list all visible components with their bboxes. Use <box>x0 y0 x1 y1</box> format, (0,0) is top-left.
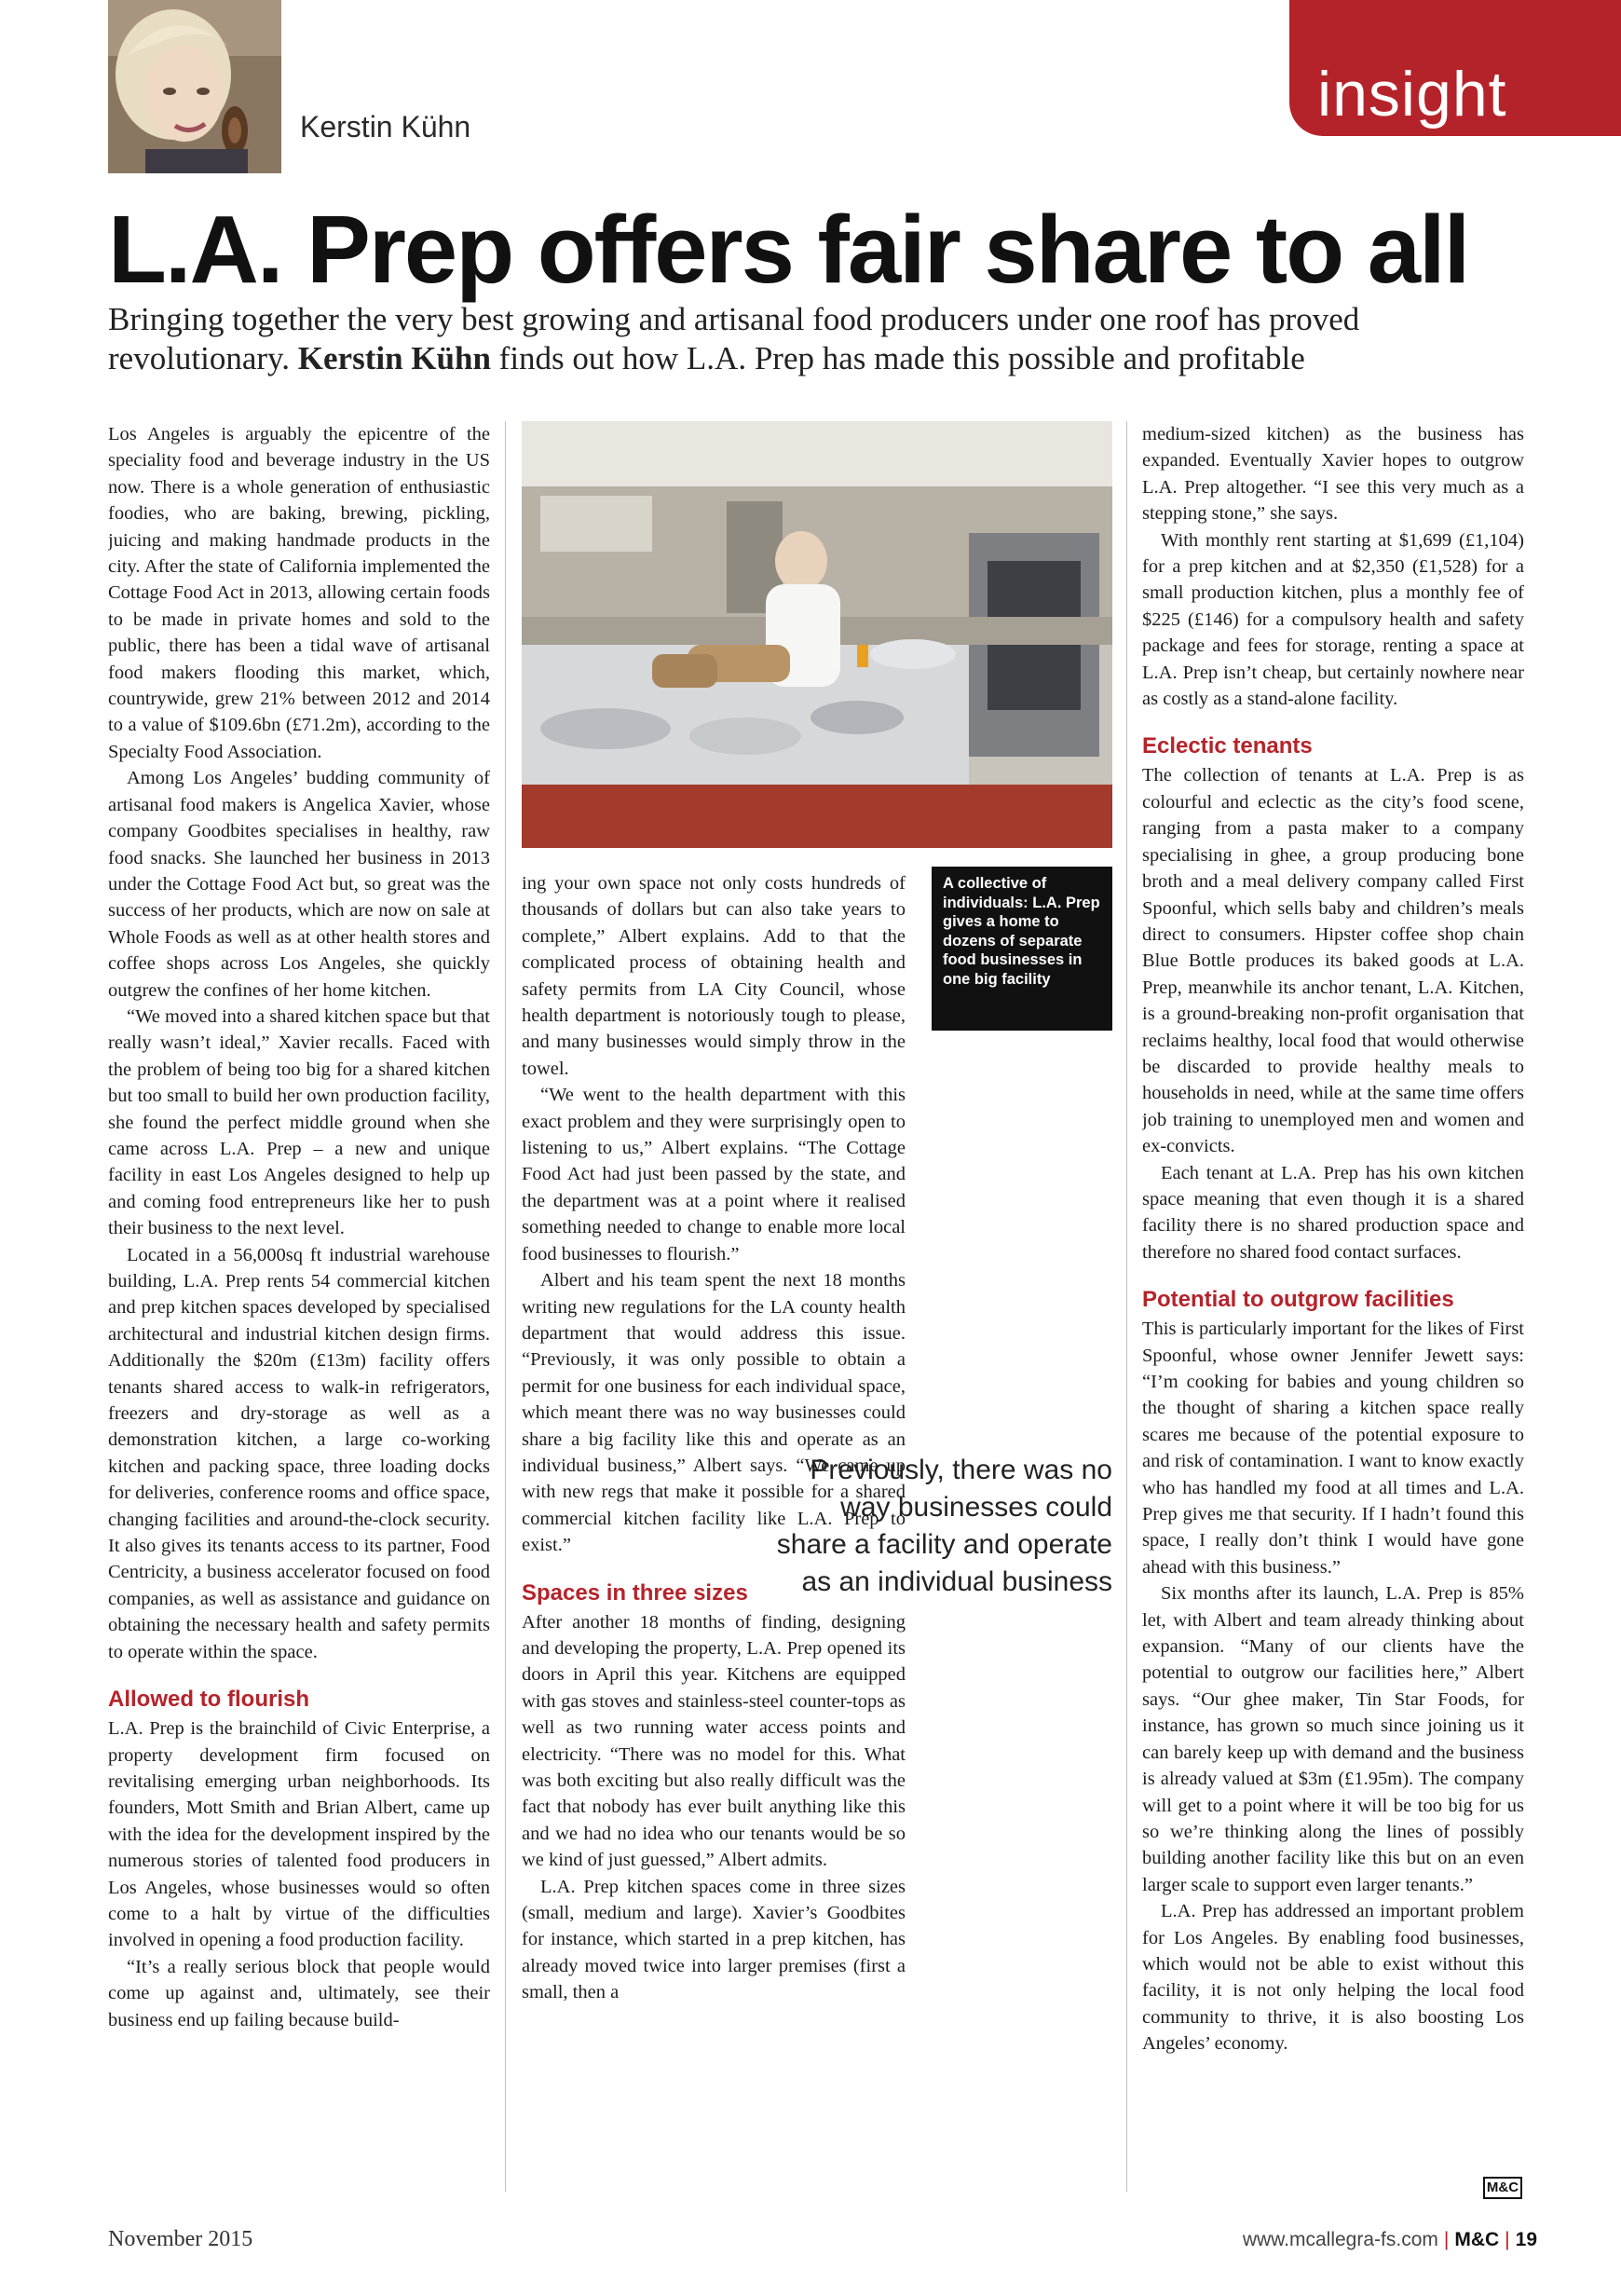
column-rule <box>505 421 506 2192</box>
paragraph: Los Angeles is arguably the epicentre of the speciality food and beverage industry in the US now. There is a whole generation of enthusiastic foodies, who are baking, brewing, pickling, juicing and making handmade products in the city. After the state of California implemented the Cottage Food Act in 2013, allowing certain foods to be made in private homes and sold to the public, there has been a tidal wave of artisanal food makers flooding this market, which, countrywide, grew 21% between 2012 and 2014 to a value of $109.6bn (£71.2m), according to the Specialty Food Association. <box>108 424 490 762</box>
page-number: 19 <box>1515 2229 1537 2250</box>
paragraph: ing your own space not only costs hundreds of thousands of dollars but can also take years to complete,” Albert explains. Add to that the complicated process of obtaining health and safety permits from LA City Council, whose health department is notoriously tough to please, and many businesses would simply throw in the towel. <box>522 873 906 1079</box>
paragraph: After another 18 months of finding, designing and developing the property, L.A. Prep opened its doors in April this year. Kitchens are equipped with gas stoves and stainless-steel counter-tops as well as two running water access points and electricity. “There was no model for this. What was both exciting but also really difficult was the fact that nobody has ever built anything like this and we had no idea who our tenants would be so we kind of just guessed,” Albert admits. <box>522 1611 906 1871</box>
paragraph: This is particularly important for the likes of First Spoonful, whose owner Jennifer Jewett says: “I’m cooking for babies and young children so the thought of sharing a kitchen space really scares me because of the potential exposure to and risk of contamination. I want to know exactly who has handled my food at all times and L.A. Prep gives me that security. If I hadn’t found this space, I really don’t think I would have gone ahead with this business.” <box>1142 1319 1524 1578</box>
paragraph: “It’s a really serious block that people would come up against and, ultimately, see their business end up failing because build- <box>108 1956 490 2030</box>
author-byline: Kerstin Kühn <box>300 110 471 144</box>
footer-website[interactable]: www.mcallegra-fs.com <box>1242 2229 1438 2250</box>
footer-separator: | <box>1505 2229 1510 2250</box>
paragraph: Located in a 56,000sq ft industrial warehouse building, L.A. Prep rents 54 commercial kitchen and prep kitchen spaces developed by specialised architectural and industrial kitchen design firms. Additionally the $20m (£13m) facility offers tenants shared access to walk-in refrigerators, freezers and dry-storage as well as a demonstration kitchen, a large co-working kitchen and packing space, three loading docks for deliveries, conference rooms and office space, changing facilities and around-the-clock security. It also gives its tenants access to its partner, Food Centricity, a business accelerator focused on food companies, as well as assistance and guidance on obtaining the necessary health and safety permits to operate within the space. <box>108 1244 490 1662</box>
paragraph: With monthly rent starting at $1,699 (£1,104) for a prep kitchen and at $2,350 (£1,528) for a small production kitchen, plus a monthly fee of $225 (£146) for a compulsory health and safety package and fees for storage, renting a space at L.A. Prep isn’t cheap, but certainly nowhere near as costly as a stand-alone facility. <box>1142 529 1524 710</box>
paragraph: “We went to the health department with this exact problem and they were surprisingly open to listening to us,” Albert explains. “The Cottage Food Act had just been passed by the state, and the department was at a point where it realised something needed to change to enable more local food businesses to flourish.” <box>522 1085 906 1264</box>
paragraph: L.A. Prep has addressed an important problem for Los Angeles. By enabling food businesses, which would not be able to exist without this facility, it is not only helping the local food community to thrive, it is also boosting Los Angeles’ economy. <box>1142 1901 1524 2055</box>
photo-caption: A collective of individuals: L.A. Prep gives a home to dozens of separate food businesses in one big facility <box>943 875 1100 988</box>
paragraph: L.A. Prep is the brainchild of Civic Enterprise, a property development firm focused on revitalising emerging urban neighborhoods. Its founders, Mott Smith and Brian Albert, came up with the idea for the development inspired by the numerous stories of talented food producers in Los Angeles, whose businesses would so often come to a halt by virtue of the difficulties involved in opening a food production facility. <box>108 1718 490 1951</box>
subheading: Potential to outgrow facilities <box>1142 1287 1454 1313</box>
author-photo <box>108 0 281 173</box>
subheading: Spaces in three sizes <box>522 1579 748 1606</box>
paragraph: L.A. Prep kitchen spaces come in three sizes (small, medium and large). Xavier’s Goodbites for instance, which started in a prep kitchen, has already moved twice into larger premises (first a small, then a <box>522 1876 906 2003</box>
paragraph: medium-sized kitchen) as the business has expanded. Eventually Xavier hopes to outgrow L.A. Prep altogether. “I see this very much as a stepping stone,” she says. <box>1142 424 1524 525</box>
footer-publication: M&C <box>1454 2229 1500 2250</box>
standfirst <box>108 300 1543 377</box>
pull-quote: Previously, there was no way businesses could share a facility and operate as an individual business <box>776 1455 1112 1597</box>
kitchen-photo <box>522 421 1112 848</box>
paragraph: Albert and his team spent the next 18 months writing new regulations for the LA county health department that would address this issue. “Previously, it was only possible to obtain a permit for one business for each individual space, which meant there was no way businesses could share a big facility like this and operate as an individual business,” Albert says. “We came up with new regs that make it possible for a shared commercial kitchen facility like L.A. Prep to exist.” <box>522 1270 906 1556</box>
paragraph: Each tenant at L.A. Prep has his own kitchen space meaning that even though it is a shared facility there is no shared production space and therefore no shared food contact surfaces. <box>1142 1162 1524 1263</box>
article-column-3 <box>1142 421 1524 2196</box>
footer-date: November 2015 <box>108 2227 253 2251</box>
paragraph: Among Los Angeles’ budding community of artisanal food makers is Angelica Xavier, whose company Goodbites specialises in healthy, raw food snacks. She launched her business in 2013 under the Cottage Food Act but, so great was the success of her products, which are now on sale at Whole Foods as well as at other health stores and coffee shops across Los Angeles, she quickly outgrew the confines of her home kitchen. <box>108 768 490 1001</box>
article-column-1 <box>108 421 490 2196</box>
standfirst-author: Kerstin Kühn <box>297 339 491 376</box>
end-mark-logo: M&C <box>1483 2177 1522 2199</box>
subheading: Allowed to flourish <box>108 1687 309 1713</box>
standfirst-intro: Bringing together the very best growing and artisanal food producers under one roof has proved revolutionary. <box>108 301 1360 376</box>
footer-info <box>1165 2229 1537 2251</box>
footer-separator: | <box>1443 2229 1450 2250</box>
standfirst-outro: finds out how L.A. Prep has made this possible and profitable <box>498 339 1305 376</box>
paragraph: Six months after its launch, L.A. Prep is 85% let, with Albert and team already thinking about expansion. “Many of our clients have the potential to outgrow our facilities here,” Albert says. “Our ghee maker, Tin Star Foods, for instance, has grown so much since joining us it can barely keep up with demand and the business is already valued at $3m (£1.95m). The company will get to a point where it will be too big for us so we’re thinking along the lines of possibly building another facility like this but on an even larger scale to support even larger tenants.” <box>1142 1583 1524 1895</box>
headline: L.A. Prep offers fair share to all <box>108 196 1469 303</box>
section-label: insight <box>1317 59 1507 130</box>
subheading: Eclectic tenants <box>1142 733 1313 759</box>
paragraph: The collection of tenants at L.A. Prep is as colourful and eclectic as the city’s food scene, ranging from a pasta maker to a company specialising in ghee, a group producing bone broth and a meal delivery company called First Spoonful, which sells baby and children’s meals direct to consumers. Hipster coffee shop chain Blue Bottle produces its baked goods at L.A. Prep, meanwhile its anchor tenant, L.A. Kitchen, is a ground-breaking non-profit organisation that reclaims healthy, local food that would otherwise be discarded to provide healthy meals to households in need, while at the same time offers job training to unemployed men and women and ex-convicts. <box>1142 765 1524 1157</box>
column-rule <box>1126 421 1127 2192</box>
paragraph: “We moved into a shared kitchen space but that really wasn’t ideal,” Xavier recalls. Faced with the problem of being too big for a shared kitchen but too small to build her own production facility, she found the perfect middle ground when she came across L.A. Prep – a new and unique facility in east Los Angeles designed to help up and coming food entrepreneurs like her to push their business to the next level. <box>108 1005 490 1239</box>
